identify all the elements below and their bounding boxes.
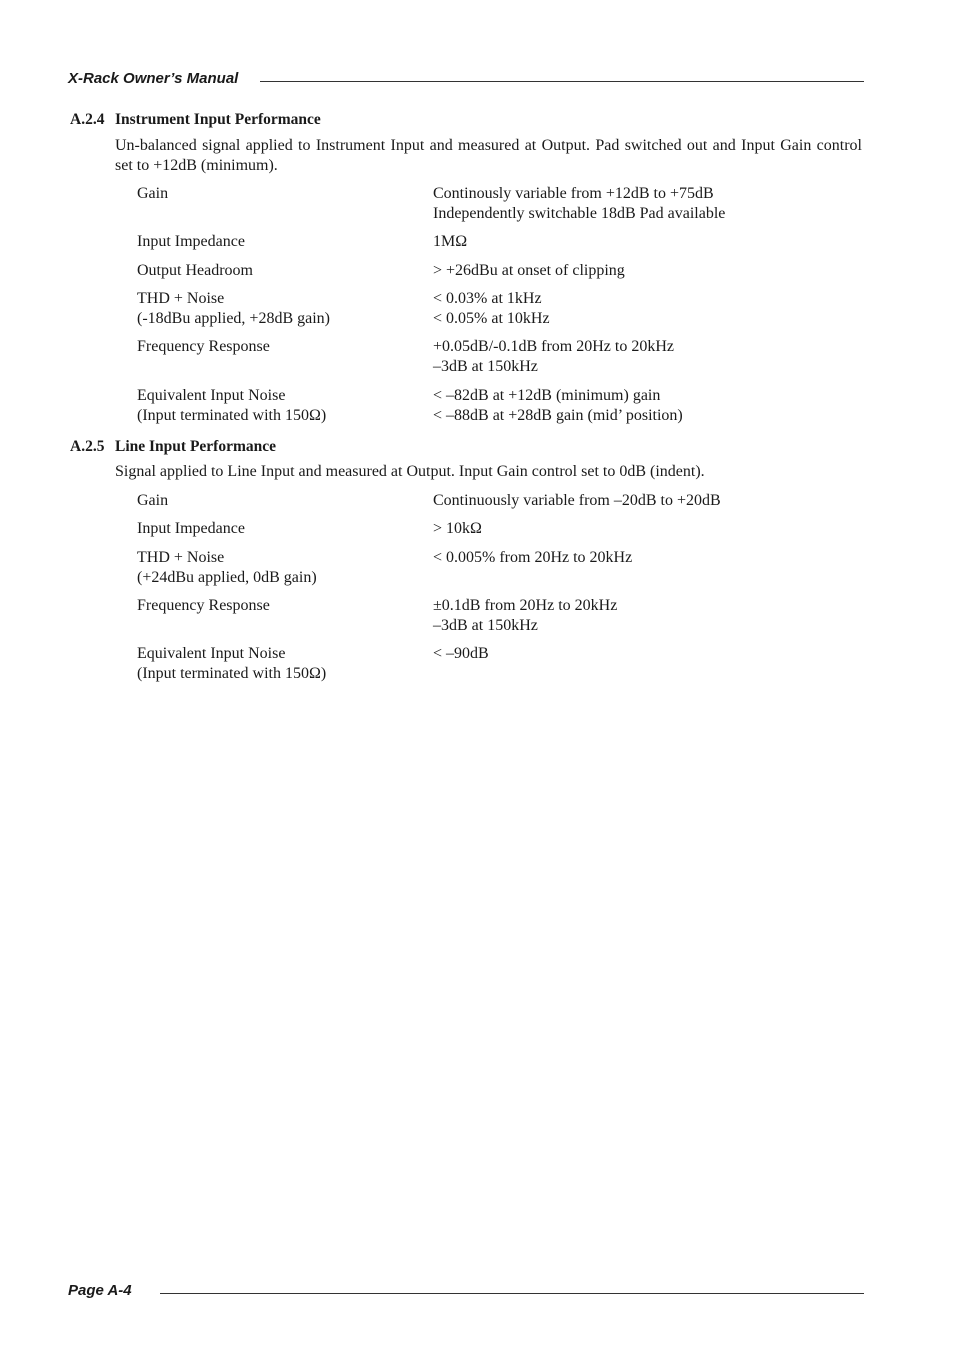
header-rule	[260, 81, 864, 82]
page-number: Page A-4	[68, 1281, 132, 1299]
spec-label: THD + Noise (+24dBu applied, 0dB gain)	[137, 549, 317, 586]
spec-value: < 0.03% at 1kHz < 0.05% at 10kHz	[433, 290, 550, 327]
section-intro: Signal applied to Line Input and measured at Output. Input Gain control set to 0dB (indent).	[115, 463, 705, 480]
section-title: Instrument Input Performance	[115, 111, 321, 128]
spec-value: > +26dBu at onset of clipping	[433, 262, 625, 279]
footer-rule	[160, 1293, 864, 1294]
section-title: Line Input Performance	[115, 438, 277, 455]
spec-value: ±0.1dB from 20Hz to 20kHz –3dB at 150kHz	[433, 597, 618, 634]
section-intro: Un-balanced signal applied to Instrument Input and measured at Output. Pad switched out and Input Gain control set to +12dB (minimum).	[115, 137, 862, 174]
section-heading	[70, 438, 276, 456]
spec-label: Frequency Response	[137, 338, 270, 355]
spec-value: +0.05dB/-0.1dB from 20Hz to 20kHz –3dB at 150kHz	[433, 338, 674, 375]
spec-label: Frequency Response	[137, 597, 270, 614]
spec-value: 1MΩ	[433, 233, 468, 250]
page-header	[68, 68, 864, 88]
spec-label: Output Headroom	[137, 262, 253, 279]
spec-value: Continuously variable from –20dB to +20dB	[433, 492, 721, 509]
spec-value: < –90dB	[433, 645, 489, 662]
spec-label: Gain	[137, 185, 169, 202]
spec-label: Equivalent Input Noise (Input terminated with 150Ω)	[137, 387, 327, 424]
spec-label: Input Impedance	[137, 233, 245, 250]
running-title: X-Rack Owner’s Manual	[68, 69, 239, 87]
section-number: A.2.4	[70, 111, 105, 128]
spec-value: < 0.005% from 20Hz to 20kHz	[433, 549, 633, 566]
spec-label: Input Impedance	[137, 520, 245, 537]
page-footer	[68, 1280, 864, 1300]
spec-label: THD + Noise (-18dBu applied, +28dB gain)	[137, 290, 330, 327]
spec-label: Equivalent Input Noise (Input terminated with 150Ω)	[137, 645, 327, 682]
section-heading	[70, 111, 321, 129]
spec-value: Continously variable from +12dB to +75dB Independently switchable 18dB Pad available	[433, 185, 726, 222]
spec-value: > 10kΩ	[433, 520, 482, 537]
spec-value: < –82dB at +12dB (minimum) gain < –88dB at +28dB gain (mid’ position)	[433, 387, 683, 424]
section-number: A.2.5	[70, 438, 105, 455]
spec-label: Gain	[137, 492, 169, 509]
